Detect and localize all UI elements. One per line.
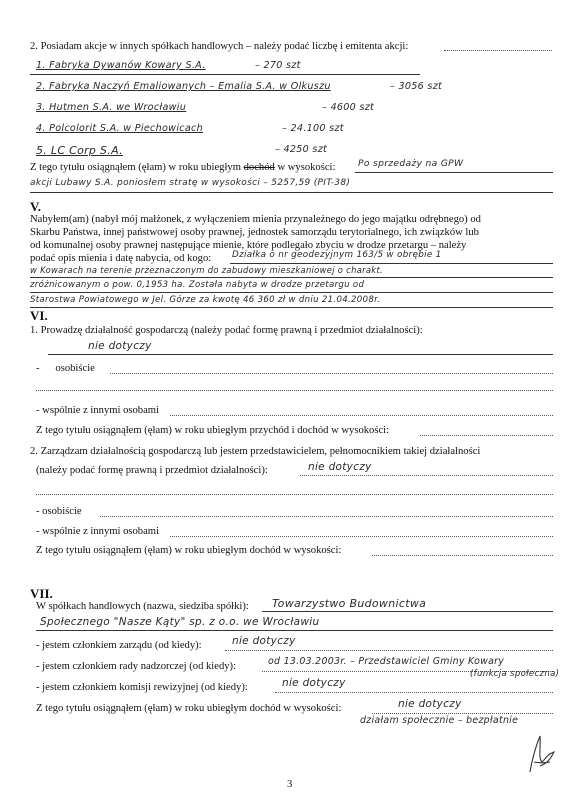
vi-q1-hw: nie dotyczy <box>88 340 152 352</box>
vi-income-2: Z tego tytułu osiągnąłem (ęłam) w roku ubiegłym dochód w wysokości: <box>36 545 342 556</box>
vii-hw-1: Towarzystwo Budownictwa <box>272 597 427 610</box>
underline <box>30 74 420 75</box>
share-item-1: 1. Fabryka Dywanów Kowary S.A. <box>36 60 206 71</box>
underline <box>30 292 553 293</box>
section-v-line-2: Skarbu Państwa, innej państwowej osoby prawnej, jednostek samorządu terytorialnego, ich związków lub <box>30 227 479 238</box>
section-v-heading: V. <box>30 199 41 214</box>
page-number: 3 <box>287 779 293 790</box>
underline <box>30 192 553 193</box>
vii-income-hw-2: działam społecznie – bezpłatnie <box>360 715 519 726</box>
share-item-2: 2. Fabryka Naczyń Emaliowanych – Emalia S.A. w Olkuszu <box>36 81 331 92</box>
vii-supervisory: - jestem członkiem rady nadzorczej (od kiedy): <box>36 661 237 672</box>
underline <box>36 630 553 631</box>
share-item-4: 4. Polcolorit S.A. w Piechowicach <box>36 123 203 134</box>
vi-joint-2: - wspólnie z innymi osobami <box>36 526 159 537</box>
income-hw-1: Po sprzedaży na GPW <box>358 158 464 169</box>
vii-audit-hw: nie dotyczy <box>282 677 346 689</box>
vii-hw-2: Społecznego "Nasze Kąty" sp. z o.o. we Wrocławiu <box>40 616 320 628</box>
bullet: - <box>36 363 56 374</box>
vi-q2-hw: nie dotyczy <box>308 461 372 473</box>
dotted-line <box>300 475 553 476</box>
section-vii-heading: VII. <box>30 586 53 601</box>
income-strike: dochód <box>243 162 275 173</box>
vii-board-hw: nie dotyczy <box>232 635 296 647</box>
vi-q2a: 2. Zarządzam działalnością gospodarczą lub jestem przedstawicielem, pełnomocnikiem takiej działalności <box>30 446 481 457</box>
share-amount-3: – 4600 szt <box>322 102 375 113</box>
share-item-5: 5. LC Corp S.A. <box>36 144 123 157</box>
vi-q1: 1. Prowadzę działalność gospodarczą (należy podać formę prawną i przedmiot działalności): <box>30 325 423 336</box>
dotted-line <box>444 50 552 51</box>
share-item-3: 3. Hutmen S.A. we Wrocławiu <box>36 102 187 113</box>
dotted-line <box>100 516 553 517</box>
share-amount-2: – 3056 szt <box>390 81 443 92</box>
section-v-hw-4: Starostwa Powiatowego w Jel. Górze za kwotę 46 360 zł w dniu 21.04.2008r. <box>30 295 381 305</box>
dotted-line <box>36 390 553 391</box>
section-v-line-1: Nabyłem(am) (nabył mój małżonek, z wyłączeniem mienia przynależnego do jego majątku odrębnego) od <box>30 214 481 225</box>
underline <box>230 263 553 264</box>
vi-q2b: (należy podać formę prawną i przedmiot działalności): <box>36 465 268 476</box>
dotted-line <box>225 650 553 651</box>
underline <box>262 611 553 612</box>
underline <box>48 354 553 355</box>
signature <box>520 732 560 777</box>
dotted-line <box>372 555 553 556</box>
section-v-line-3: od komunalnej osoby prawnej następujące mienie, które podlegało zbyciu w drodze przetargu – należy <box>30 240 467 251</box>
share-amount-1: – 270 szt <box>255 60 301 71</box>
section-v-hw-1: Działka o nr geodezyjnym 163/5 w obrębie 1 <box>232 250 442 260</box>
underline <box>30 307 553 308</box>
dotted-line <box>170 536 553 537</box>
dotted-line <box>170 415 553 416</box>
section-v-hw-3: zróżnicowanym o pow. 0,1953 ha. Została nabyta w drodze przetargu od <box>30 280 365 290</box>
income-label-text2: w wysokości: <box>277 162 336 173</box>
vii-income: Z tego tytułu osiągnąłem (ęłam) w roku ubiegłym dochód w wysokości: <box>36 703 342 714</box>
dotted-line <box>36 494 553 495</box>
dotted-line <box>110 373 553 374</box>
vii-income-hw: nie dotyczy <box>398 698 462 710</box>
income-label-text: Z tego tytułu osiągnąłem (ęłam) w roku ubiegłym <box>30 162 241 173</box>
vii-audit: - jestem członkiem komisji rewizyjnej (od kiedy): <box>36 682 248 693</box>
share-amount-4: – 24.100 szt <box>282 123 344 134</box>
vi-joint: - wspólnie z innymi osobami <box>36 405 159 416</box>
vi-alone <box>36 362 95 375</box>
shares-question: 2. Posiadam akcje w innych spółkach handlowych – należy podać liczbę i emitenta akcji: <box>30 41 409 52</box>
dotted-line <box>275 692 553 693</box>
vii-supervisory-hw-2: (funkcja społeczna) <box>470 669 560 679</box>
income-label-iv <box>30 161 335 174</box>
section-v-line-4: podać opis mienia i datę nabycia, od kogo: <box>30 253 212 264</box>
section-v-hw-2: w Kowarach na terenie przeznaczonym do zabudowy mieszkaniowej o charakt. <box>30 265 383 275</box>
vii-supervisory-hw: od 13.03.2003r. – Przedstawiciel Gminy Kowary <box>268 656 505 667</box>
vii-question: W spółkach handlowych (nazwa, siedziba spółki): <box>36 601 249 612</box>
dotted-line <box>372 713 553 714</box>
vi-alone-text: osobiście <box>55 363 95 374</box>
vii-board: - jestem członkiem zarządu (od kiedy): <box>36 640 202 651</box>
underline <box>30 277 553 278</box>
underline <box>355 172 553 173</box>
share-amount-5: – 4250 szt <box>275 144 328 155</box>
income-hw-2: akcji Lubawy S.A. poniosłem stratę w wysokości – 5257,59 (PIT-38) <box>30 178 351 188</box>
dotted-line <box>420 435 553 436</box>
section-vi-heading: VI. <box>30 308 48 323</box>
vi-income-1: Z tego tytułu osiągnąłem (ęłam) w roku ubiegłym przychód i dochód w wysokości: <box>36 425 390 436</box>
vi-alone-2: - osobiście <box>36 506 82 517</box>
